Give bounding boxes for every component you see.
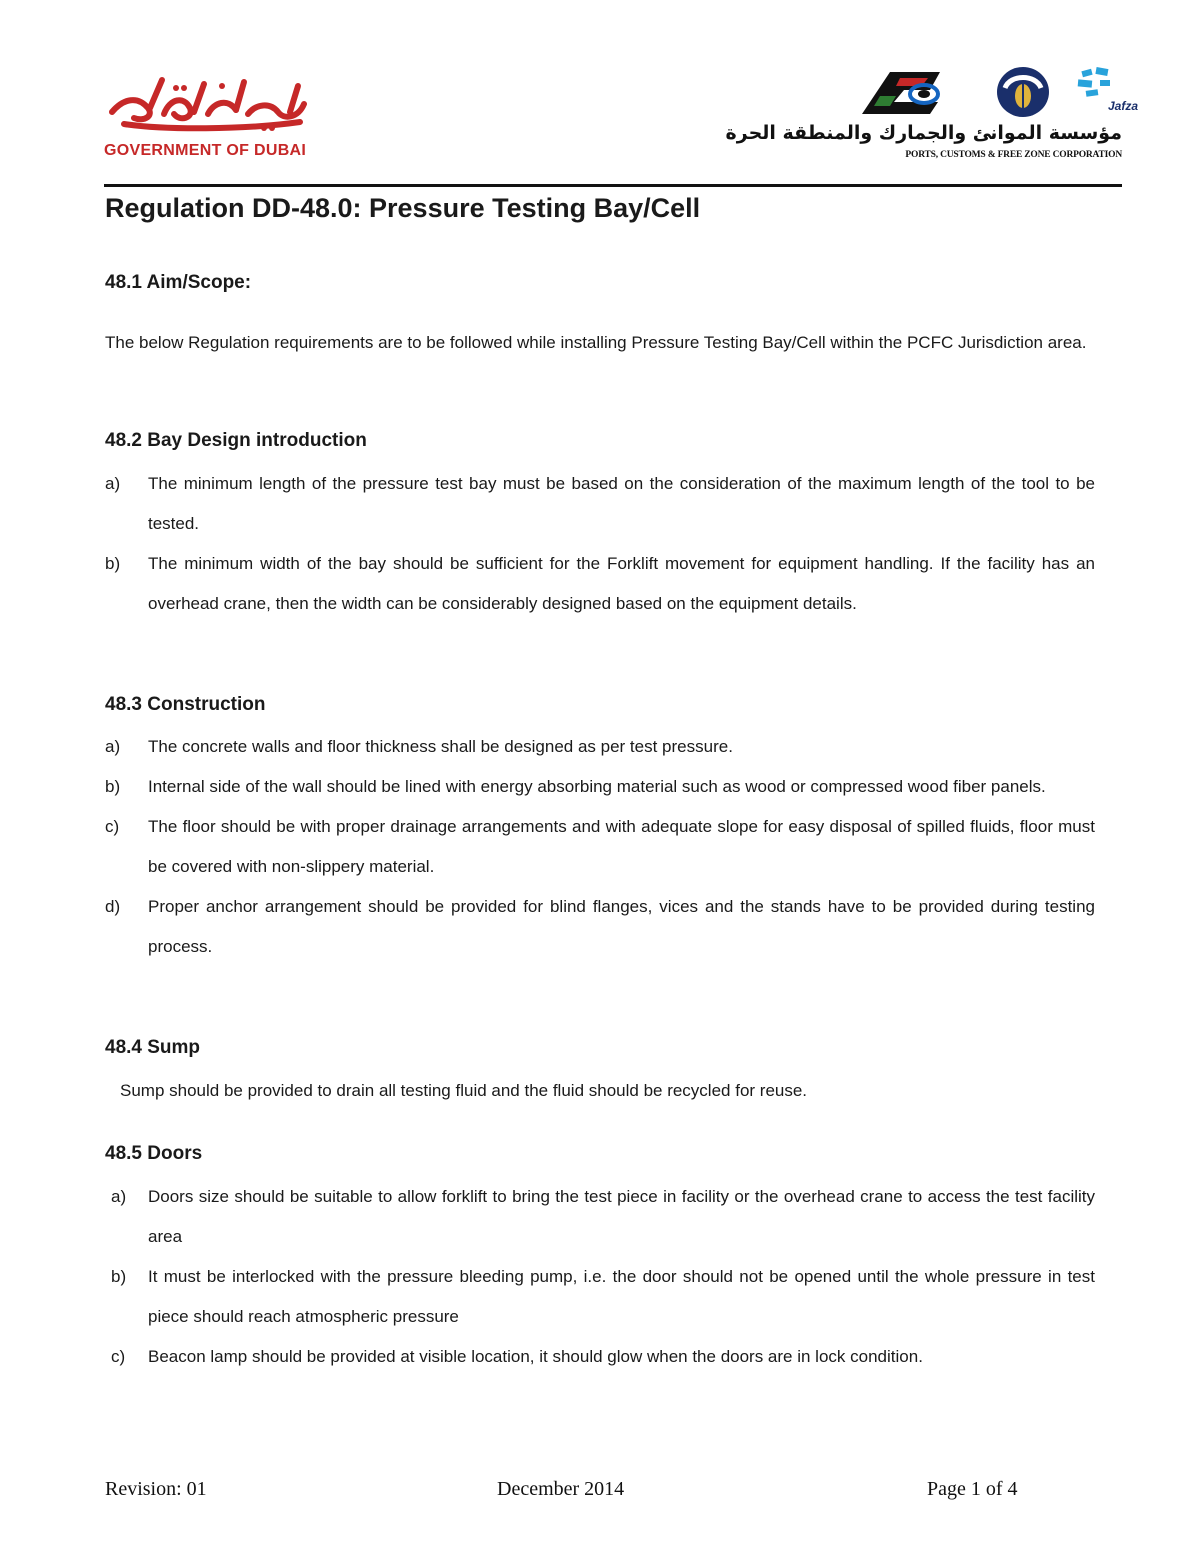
list-marker: b)	[105, 554, 121, 573]
section-heading: 48.5 Doors	[105, 1143, 203, 1164]
document-title: Regulation DD-48.0: Pressure Testing Bay/Cell	[105, 193, 701, 223]
section-list	[105, 464, 1095, 624]
footer-date: December 2014	[497, 1478, 625, 1500]
section-paragraph: The below Regulation requirements are to be followed while installing Pressure Testing Bay/Cell within the PCFC Jurisdiction area.	[105, 333, 1087, 352]
ports-emblem-icon	[862, 72, 940, 114]
list-item	[105, 807, 1095, 887]
pcfc-logo	[725, 66, 1139, 166]
header-divider	[104, 184, 1122, 187]
pcfc-emblems-icon	[860, 66, 1139, 118]
government-of-dubai-logo	[104, 68, 314, 163]
list-marker: c)	[111, 1347, 126, 1366]
list-marker: c)	[105, 817, 120, 836]
list-item-text: Doors size should be suitable to allow forklift to bring the test piece in facility or the overhead crane to access the test facility area	[148, 1187, 1095, 1246]
list-item-text: The concrete walls and floor thickness shall be designed as per test pressure.	[148, 737, 733, 756]
section-list	[105, 727, 1095, 967]
government-of-dubai-name: GOVERNMENT OF DUBAI	[104, 142, 307, 159]
section-heading: 48.2 Bay Design introduction	[105, 430, 367, 451]
jafza-emblem-icon	[1078, 67, 1139, 113]
list-item	[105, 544, 1095, 624]
section-heading: 48.3 Construction	[105, 694, 266, 715]
list-item-text: The minimum width of the bay should be sufficient for the Forklift movement for equipment handling. If the facility has an overhead crane, then the width can be considerably designed based on the equipment details.	[148, 554, 1095, 613]
section-list	[105, 1177, 1095, 1377]
list-item-text: Internal side of the wall should be lined with energy absorbing material such as wood or compressed wood fiber panels.	[148, 777, 1046, 796]
list-item	[105, 1337, 1095, 1377]
footer-revision: Revision: 01	[105, 1478, 207, 1500]
list-item	[105, 1257, 1095, 1337]
dubai-calligraphy-icon	[104, 68, 314, 138]
list-item	[105, 464, 1095, 544]
list-marker: b)	[111, 1267, 127, 1286]
jafza-text: Jafza	[1108, 99, 1139, 113]
section-paragraph: Sump should be provided to drain all testing fluid and the fluid should be recycled for reuse.	[120, 1081, 808, 1100]
list-item-text: It must be interlocked with the pressure bleeding pump, i.e. the door should not be opened until the whole pressure in test piece should reach atmospheric pressure	[148, 1267, 1095, 1326]
list-item-text: Proper anchor arrangement should be provided for blind flanges, vices and the stands have to be provided during testing process.	[148, 897, 1095, 956]
footer-page-number: Page 1 of 4	[927, 1478, 1018, 1500]
list-item	[105, 767, 1095, 807]
list-item-text: Beacon lamp should be provided at visible location, it should glow when the doors are in lock condition.	[148, 1347, 923, 1366]
list-marker: d)	[105, 897, 121, 916]
list-item	[105, 727, 1095, 767]
list-item	[105, 1177, 1095, 1257]
section-heading: 48.4 Sump	[105, 1037, 201, 1058]
customs-emblem-icon	[997, 67, 1049, 117]
pcfc-arabic-name: مؤسسة الموانئ والجمارك والمنطقة الحرة	[725, 122, 1122, 144]
list-item-text: The minimum length of the pressure test bay must be based on the consideration of the maximum length of the tool to be tested.	[148, 474, 1095, 533]
list-marker: b)	[105, 777, 121, 796]
list-item-text: The floor should be with proper drainage arrangements and with adequate slope for easy disposal of spilled fluids, floor must be covered with non-slippery material.	[148, 817, 1095, 876]
section-heading: 48.1 Aim/Scope:	[105, 272, 252, 293]
list-marker: a)	[111, 1187, 127, 1206]
list-marker: a)	[105, 474, 121, 493]
list-item	[105, 887, 1095, 967]
pcfc-english-name: PORTS, CUSTOMS & FREE ZONE CORPORATION	[905, 150, 1122, 160]
list-marker: a)	[105, 737, 121, 756]
